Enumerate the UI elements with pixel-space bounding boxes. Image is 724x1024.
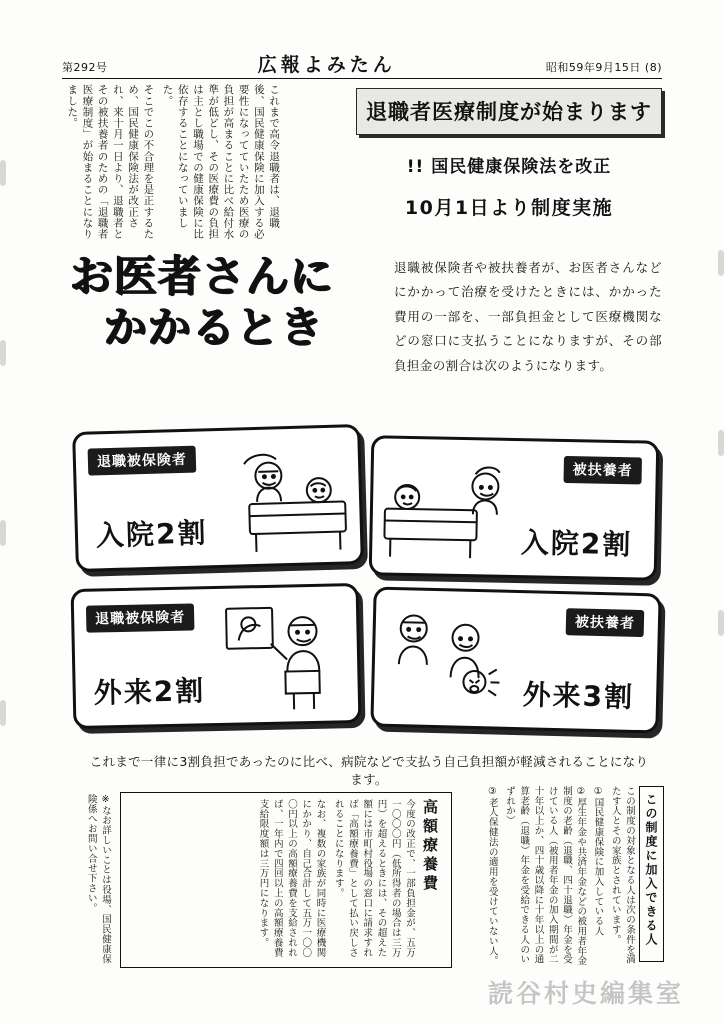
binding-hole <box>718 610 724 636</box>
article-column-1: これまで高令退職者は、退職後、国民健康保険に加入する必要性になってていたため医療の負担が高まることに比べ給付水準が低どし、その医療費の負担は主とし職場での健康保険に比依存することになっていました。 <box>161 84 281 240</box>
card-dependent-inpatient <box>369 435 660 581</box>
cards-caption: これまで一律に3割負担であったのに比べ、病院などで支払う自己負担額が軽減されることになります。 <box>89 754 649 787</box>
benefit-cards <box>72 418 654 738</box>
eligibility-column-2: ①国民健康保険に加入している人 <box>592 786 604 936</box>
masthead <box>62 52 662 79</box>
headline-sub-2: 10月1日より制度実施 <box>404 197 614 219</box>
eligibility-title: この制度に加入できる人 <box>639 786 664 962</box>
headline-main: 退職者医療制度が始まります <box>356 88 662 135</box>
issue-number: 第292号 <box>62 61 108 74</box>
card-label: 退職被保険者 <box>86 603 195 632</box>
patient-in-bed-with-doctor-icon <box>213 439 356 561</box>
intro-article-vertical <box>64 84 281 244</box>
headline-sub-1: !! 国民健康保険法を改正 <box>406 157 612 177</box>
card-value: 入院2割 <box>520 526 633 562</box>
card-dependent-outpatient <box>370 587 661 734</box>
binding-hole <box>0 700 6 726</box>
footnote-text: ※なお詳しいことは役場、国民健康保険係へお問い合せ下さい。 <box>85 794 111 964</box>
high-cost-medical-column-2: なお、複数の家族が同時に医療機関にかかり、自己合計して五万一〇〇〇円以上の高額療養費を支給されれば、一年内で四回以上の高額療養費支給限度額は三万円になります。 <box>257 799 326 958</box>
footnote-block <box>64 794 112 968</box>
high-cost-medical-box <box>120 792 452 968</box>
eligibility-box <box>486 786 664 972</box>
card-retiree-outpatient <box>71 583 362 729</box>
headline-block <box>356 88 662 220</box>
eligibility-column-4: ③老人保健法の適用を受けていない人。 <box>486 786 498 966</box>
high-cost-medical-title: 高額療養費 <box>421 799 439 894</box>
intro-paragraph: 退職被保険者や被扶養者が、お医者さんなどにかかって治療を受けたときには、かかった費用の一部を、一部負担金として医療機関などの窓口に支払うことになりますが、その部負担金の割合は次のようになります。 <box>394 260 662 373</box>
doctor-examining-baby-icon <box>378 602 521 723</box>
binding-hole <box>0 160 6 186</box>
section-brush-title <box>70 252 370 353</box>
binding-hole <box>718 430 724 456</box>
patient-in-bed-with-visitor-icon <box>376 450 518 571</box>
paper-title: 広報よみたん <box>257 54 396 76</box>
card-value: 外来3割 <box>522 678 635 714</box>
brush-title-line-1: お医者さんに <box>70 252 334 302</box>
card-value: 外来2割 <box>93 674 206 710</box>
high-cost-medical-column-1: 今度の改正で、一部負担金が、五万一〇〇〇円（低所得者の場合は三万円）を超えるときには、その超えた額には市町村役場の窓口に請求すれば「高額療養費」として払い戻しされることになります。 <box>332 799 415 958</box>
card-label: 退職被保険者 <box>88 446 197 476</box>
archive-watermark: 読谷村史編集室 <box>487 979 684 1008</box>
eligibility-column-3: ②厚生年金や共済年金などの被用者年金制度の老齢（退職、四十退職）年金を受けている人（被用者年金の加入期間が二十年以上か、四十歳以降に十年以上の通算老齢（退職）年金を受給できる人のいずれか） <box>504 786 587 966</box>
card-label: 被扶養者 <box>563 456 642 484</box>
eligibility-column-1: この制度の対象となる人は次の条件を満たす人とその家族とされています。 <box>609 786 635 965</box>
card-retiree-inpatient <box>72 424 364 572</box>
article-column-2: そこでこの不合理を是正するため、国民健康保険法が改正され、来十月一日より、退職者とその被扶養者のための「退職者医療制度」が始まることになりました。 <box>66 84 155 240</box>
binding-hole <box>0 520 6 546</box>
doctor-showing-xray-icon <box>212 598 354 719</box>
card-label: 被扶養者 <box>566 608 645 637</box>
binding-hole <box>718 250 724 276</box>
brush-title-line-2: かかるとき <box>104 302 324 353</box>
publication-date: 昭和59年9月15日 (8) <box>545 61 662 74</box>
card-value: 入院2割 <box>95 516 208 553</box>
binding-hole <box>0 340 6 366</box>
bottom-section <box>64 786 664 976</box>
